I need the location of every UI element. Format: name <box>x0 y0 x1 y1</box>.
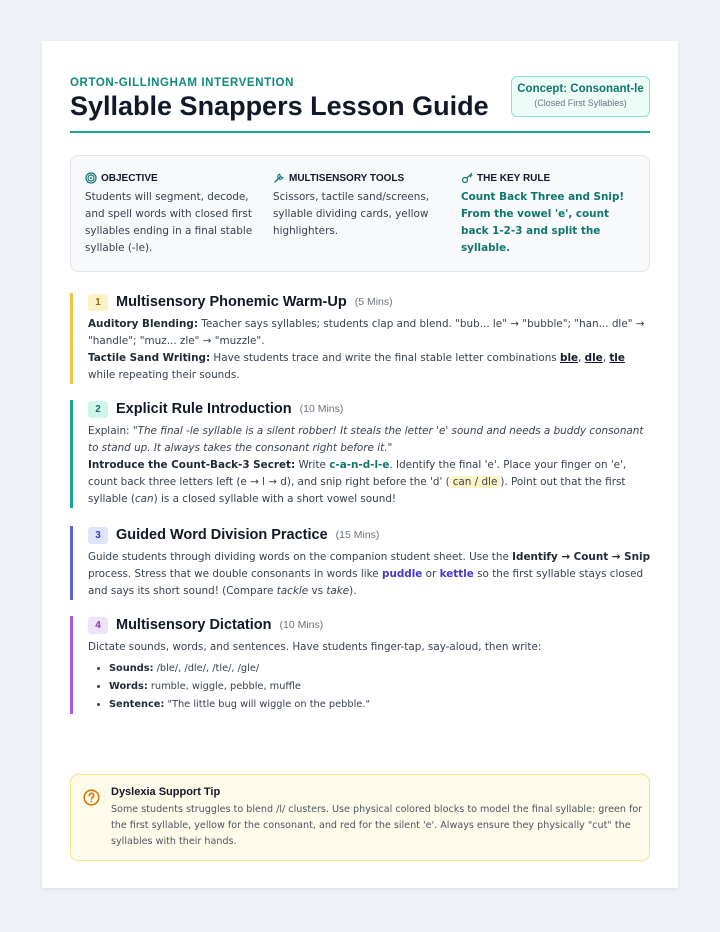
paragraph-text: ). <box>349 585 357 597</box>
paragraph-text: . Identify the final 'e'. Place your finger on 'e', count back three letters left (e → l → d), and snip right before the 'd' ( <box>88 459 627 488</box>
dictation-list <box>88 660 650 714</box>
paragraph-text: process. Stress that we double consonants in words like <box>88 568 382 580</box>
paragraph-text: vs <box>308 585 327 597</box>
step-body <box>88 639 650 714</box>
step-body <box>88 316 650 384</box>
paragraph-label: Tactile Sand Writing: <box>88 352 211 364</box>
step-title: Explicit Rule Introduction <box>116 401 292 417</box>
objective-text: Students will segment, decode, and spell words with closed first syllables ending in a final stable syllable (-le). <box>85 191 253 254</box>
paragraph-label: Auditory Blending: <box>88 318 198 330</box>
step-duration: (15 Mins) <box>335 529 380 541</box>
example-word: kettle <box>439 568 474 580</box>
objective-column <box>85 170 261 257</box>
step-title: Multisensory Phonemic Warm-Up <box>116 294 347 310</box>
tactile-writing-paragraph <box>88 350 650 384</box>
program-kicker: ORTON-GILLINGHAM INTERVENTION <box>70 77 294 89</box>
item-text: /ble/, /dle/, /tle/, /gle/ <box>153 663 260 674</box>
letter-combo: ble <box>560 352 579 364</box>
paragraph-text: ) is a closed syllable with a short vowel sound! <box>153 493 397 505</box>
dictation-intro: Dictate sounds, words, and sentences. Have students finger-tap, say-aloud, then write: <box>88 641 542 653</box>
compare-word: tackle <box>276 585 309 597</box>
step-title: Guided Word Division Practice <box>116 527 328 543</box>
step-2 <box>70 400 650 508</box>
step-number: 1 <box>88 294 108 311</box>
rule-text: Count Back Three and Snip! From the vowel 'e', count back 1-2-3 and split the syllable. <box>461 191 625 254</box>
key-icon <box>461 172 473 184</box>
step-title: Multisensory Dictation <box>116 617 272 633</box>
objective-label: OBJECTIVE <box>101 172 158 184</box>
compare-word: take <box>326 585 350 597</box>
rule-label: THE KEY RULE <box>477 172 551 184</box>
step-1 <box>70 293 650 384</box>
paragraph-text: Guide students through dividing words on the companion student sheet. Use the <box>88 551 513 563</box>
step-duration: (10 Mins) <box>299 403 344 415</box>
paragraph-text: ). Point out that the first syllable ( <box>88 476 626 505</box>
syllable-split-highlight: can / dle <box>450 476 501 488</box>
step-body <box>88 423 650 508</box>
tools-column <box>273 170 449 240</box>
item-label: Sentence: <box>109 699 165 710</box>
step-number: 2 <box>88 401 108 418</box>
concept-subtitle: (Closed First Syllables) <box>534 98 627 108</box>
rule-column <box>461 170 637 257</box>
first-syllable: can <box>134 493 154 505</box>
item-text: rumble, wiggle, pebble, muffle <box>147 681 301 692</box>
item-text: "The little bug will wiggle on the pebble." <box>164 699 370 710</box>
step-number: 4 <box>88 617 108 634</box>
step-4 <box>70 616 650 714</box>
example-word: c-a-n-d-l-e <box>329 459 390 471</box>
count-back-paragraph <box>88 457 650 508</box>
tools-text: Scissors, tactile sand/screens, syllable dividing cards, yellow highlighters. <box>273 191 430 237</box>
auditory-blending-paragraph <box>88 316 650 350</box>
lesson-sheet <box>42 41 678 888</box>
list-item <box>109 696 650 714</box>
lesson-header <box>70 77 650 133</box>
separator: , <box>578 352 585 364</box>
step-duration: (10 Mins) <box>279 619 324 631</box>
step-duration: (5 Mins) <box>354 296 393 308</box>
target-icon <box>85 172 97 184</box>
paragraph-text: Teacher says syllables; students clap and blend. "bub... le" → "bubble"; "han... dle" → "handle"; "muz... zle" → "muzzle". <box>88 318 645 347</box>
paragraph-text: Have students trace and write the final stable letter combinations <box>210 352 560 364</box>
tip-text: Some students struggles to blend /l/ clusters. Use physical colored blocks to model the final syllable: green for the first syllable, yellow for the consonant, and red for the silent 'e'. Always ensure they physically "cut" the syllables with their hands. <box>111 804 643 847</box>
concept-badge <box>511 76 650 117</box>
item-label: Words: <box>109 681 148 692</box>
tip-title: Dyslexia Support Tip <box>111 786 221 798</box>
example-word: puddle <box>382 568 423 580</box>
paragraph-text: so the first syllable stays closed and says its short sound! (Compare <box>88 568 644 597</box>
explain-quote: "The final -le syllable is a silent robber! It steals the letter 'e' sound and needs a buddy consonant to stand up. It always takes the consonant right before it." <box>88 425 644 454</box>
support-tip <box>70 774 650 861</box>
list-item <box>109 678 650 696</box>
summary-panel <box>70 155 650 272</box>
paragraph-label: Explain: <box>88 425 133 437</box>
step-3 <box>70 526 650 600</box>
paragraph-text: Write <box>295 459 330 471</box>
tools-label: MULTISENSORY TOOLS <box>289 172 405 184</box>
item-label: Sounds: <box>109 663 154 674</box>
paragraph-text: or <box>422 568 440 580</box>
step-body <box>88 549 650 600</box>
explain-paragraph <box>88 423 650 457</box>
paragraph-label: Introduce the Count-Back-3 Secret: <box>88 459 296 471</box>
process-steps: Identify → Count → Snip <box>512 551 651 563</box>
letter-combo: tle <box>609 352 625 364</box>
page-title: Syllable Snappers Lesson Guide <box>70 91 489 121</box>
separator: , <box>602 352 610 364</box>
question-circle-icon <box>83 789 100 806</box>
paragraph-text: while repeating their sounds. <box>88 369 240 381</box>
list-item <box>109 660 650 678</box>
step-number: 3 <box>88 527 108 544</box>
tools-icon <box>273 172 285 184</box>
concept-title: Concept: Consonant-le <box>517 83 644 95</box>
letter-combo: dle <box>584 352 603 364</box>
